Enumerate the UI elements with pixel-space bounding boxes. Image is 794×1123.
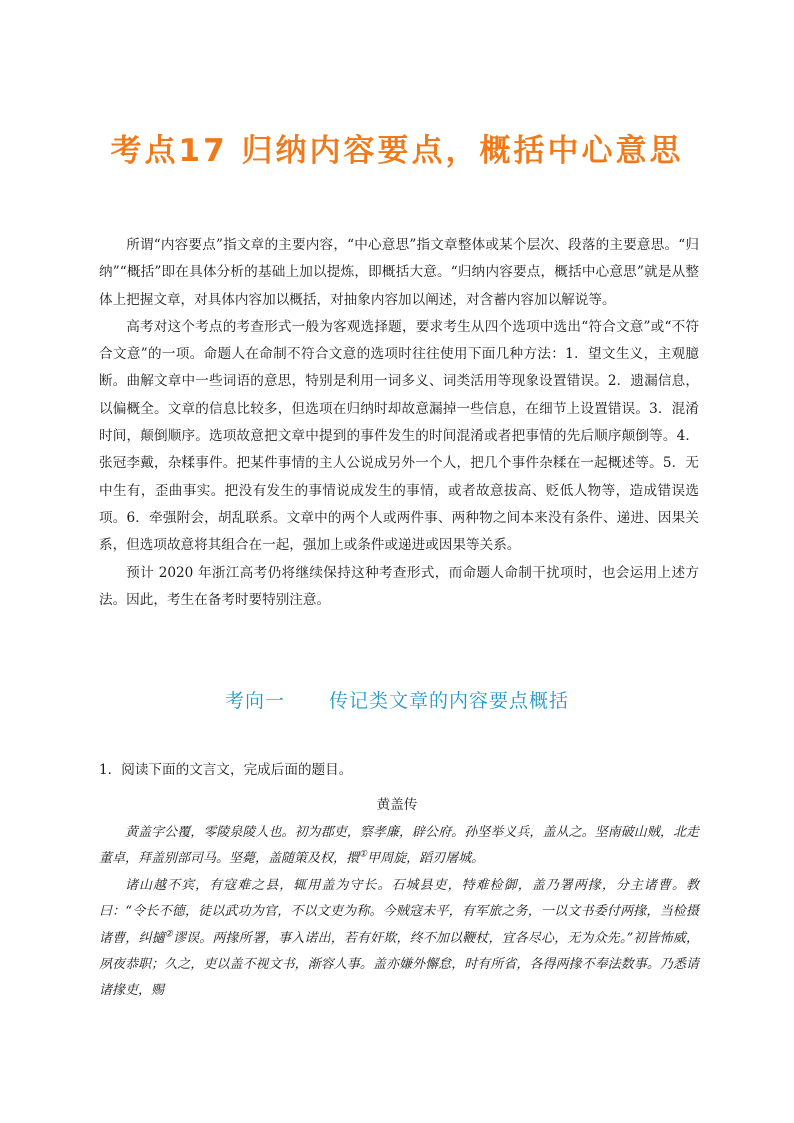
classical-text (99, 820, 699, 1005)
classical-paragraph (99, 873, 699, 1005)
intro-paragraph: 高考对这个考点的考查形式一般为客观选择题，要求考生从四个选项中选出“符合文意”或“不符合文意”的一项。命题人在命制不符合文意的选项时往往使用下面几种方法：1．望文生义，主观臆断。曲解文章中一些词语的意思，特别是利用一词多义、词类活用等现象设置错误。2．遗漏信息，以偏概全。文章的信息比较多，但选项在归纳时却故意漏掉一些信息，在细节上设置错误。3．混淆时间，颠倒顺序。选项故意把文章中提到的事件发生的时间混淆或者把事情的先后顺序颠倒等。4．张冠李戴，杂糅事件。把某件事情的主人公说成另外一个人，把几个事件杂糅在一起概述等。5．无中生有，歪曲事实。把没有发生的事情说成发生的事情，或者故意拔高、贬低人物等，造成错误选项。6．牵强附会，胡乱联系。文章中的两个人或两件事、两种物之间本来没有条件、递进、因果关系，但选项故意将其组合在一起，强加上或条件或递进或因果等关系。 (99, 318, 699, 554)
classical-paragraph (99, 820, 699, 873)
classical-text-segment: 谬误。两掾所署，事入诺出，若有奸欺，终不加以鞭杖，宜各尽心，无为众先。”初皆怖威，夙夜恭职；久之，吏以盖不视文书，渐容人事。盖亦嫌外懈怠，时有所省，各得两掾不奉法数事。乃悉请诸掾吏，赐 (99, 930, 699, 999)
intro-paragraph: 预计 2020 年浙江高考仍将继续保持这种考查形式，而命题人命制干扰项时，也会运用上述方法。因此，考生在备考时要特别注意。 (99, 564, 699, 608)
classical-text-segment: 甲周旋，蹈刃屠城。 (367, 851, 485, 867)
intro-paragraph: 所谓“内容要点”指文章的主要内容，“中心意思”指文章整体或某个层次、段落的主要意思。“归纳”“概括”即在具体分析的基础上加以提炼，即概括大意。“归纳内容要点，概括中心意思”就是从整体上把握文章，对具体内容加以概括，对抽象内容加以阐述，对含蓄内容加以解说等。 (99, 237, 699, 308)
classical-text-segment: 诸山越不宾，有寇难之县，辄用盖为守长。石城县吏，特难检御，盖乃署两掾，分主诸曹。教曰：“令长不德，徒以武功为官，不以文吏为称。今贼寇未平，有军旅之务，一以文书委付两掾，当检摄诸曹，纠擿 (99, 877, 699, 946)
section-label: 考向一 (224, 690, 285, 712)
section-heading (0, 686, 794, 713)
section-title: 传记类文章的内容要点概括 (329, 690, 570, 712)
footnote-marker: ① (359, 850, 368, 861)
question-intro: 1．阅读下面的文言文，完成后面的题目。 (99, 762, 353, 778)
classical-text-segment: 黄盖字公覆，零陵泉陵人也。初为郡吏，察孝廉，辟公府。孙坚举义兵，盖从之。坚南破山贼，北走董卓，拜盖别部司马。坚薨，盖随策及权，擐 (99, 825, 699, 867)
intro-section (99, 232, 699, 614)
footnote-marker: ② (164, 929, 173, 940)
essay-title: 黄盖传 (376, 797, 418, 813)
page-title: 考点17 归纳内容要点，概括中心意思 (110, 133, 684, 169)
